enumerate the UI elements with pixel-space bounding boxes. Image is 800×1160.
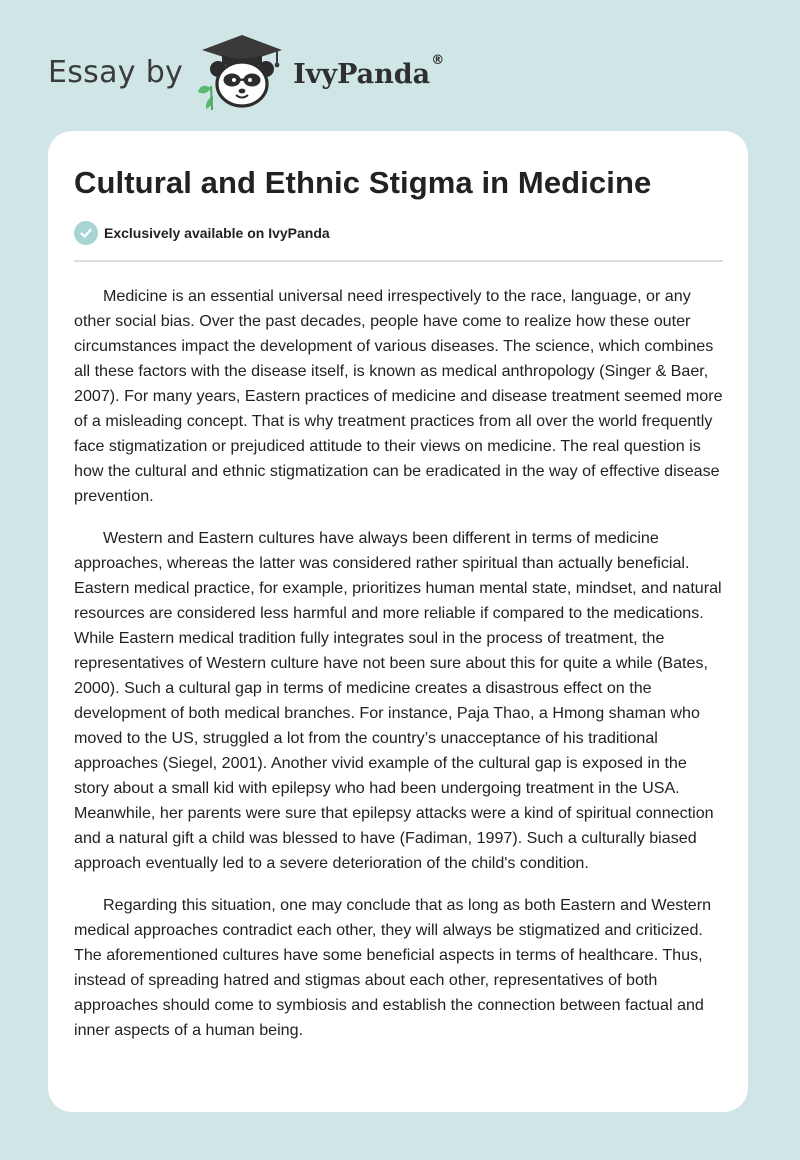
essay-paragraph-2: Western and Eastern cultures have always been different in terms of medicine approaches, whereas the latter was considered rather spiritual than actually beneficial. Eastern medical practice, for example, prioritizes human mental state, mindset, and natural resources are considered less harmful and more reliable if compared to the medications. While Eastern medical tradition fully integrates soul in the process of treatment, the representatives of Western culture have not been sure about this for quite a while (Bates, 2000). Such a cultural gap in terms of medicine creates a disastrous effect on the development of both medical branches. For instance, Paja Thao, a Hmong shaman who moved to the US, struggled a lot from the country’s unacceptance of his traditional approaches (Siegel, 2001). Another vivid example of the cultural gap is exposed in the story about a small kid with epilepsy who had been undergoing treatment in the USA. Meanwhile, her parents were sure that epilepsy attacks were a kind of spiritual connection and a natural gift a child was blessed to have (Fadiman, 1997). Such a culturally biased approach eventually led to a severe deterioration of the child's condition. (74, 529, 722, 872)
exclusive-badge (74, 221, 330, 245)
essay-body (74, 284, 723, 1060)
essay-card (48, 131, 748, 1112)
brand-header (48, 32, 444, 112)
registered-mark: ® (431, 52, 445, 68)
brand-prefix: Essay by (48, 54, 184, 90)
essay-paragraph-1: Medicine is an essential universal need irrespectively to the race, language, or any other social bias. Over the past decades, people have come to realize how these outer circumstances impact the development of various diseases. The science, which combines all these factors with the disease itself, is known as medical anthropology (Singer & Baer, 2007). For many years, Eastern practices of medicine and disease treatment seemed more of a misleading concept. That is why treatment practices from all over the world frequently face stigmatization or prejudiced attitude to their views on medicine. The real question is how the cultural and ethnic stigmatization can be eradicated in the way of effective disease prevention. (74, 287, 723, 505)
brand-name: IvyPanda (293, 58, 431, 90)
essay-paragraph-3: Regarding this situation, one may conclude that as long as both Eastern and Western medical approaches contradict each other, they will always be stigmatized and criticized. The aforementioned cultures have some beneficial aspects in terms of healthcare. Thus, instead of spreading hatred and stigmas about each other, representatives of both approaches should come to symbiosis and establish the connection between factual and inner aspects of a human being. (74, 896, 712, 1039)
title-divider (74, 260, 723, 262)
checkmark-icon (74, 221, 98, 245)
essay-title: Cultural and Ethnic Stigma in Medicine (74, 165, 652, 200)
panda-graduate-logo-icon (197, 34, 287, 110)
exclusive-badge-label: Exclusively available on IvyPanda (104, 225, 330, 241)
